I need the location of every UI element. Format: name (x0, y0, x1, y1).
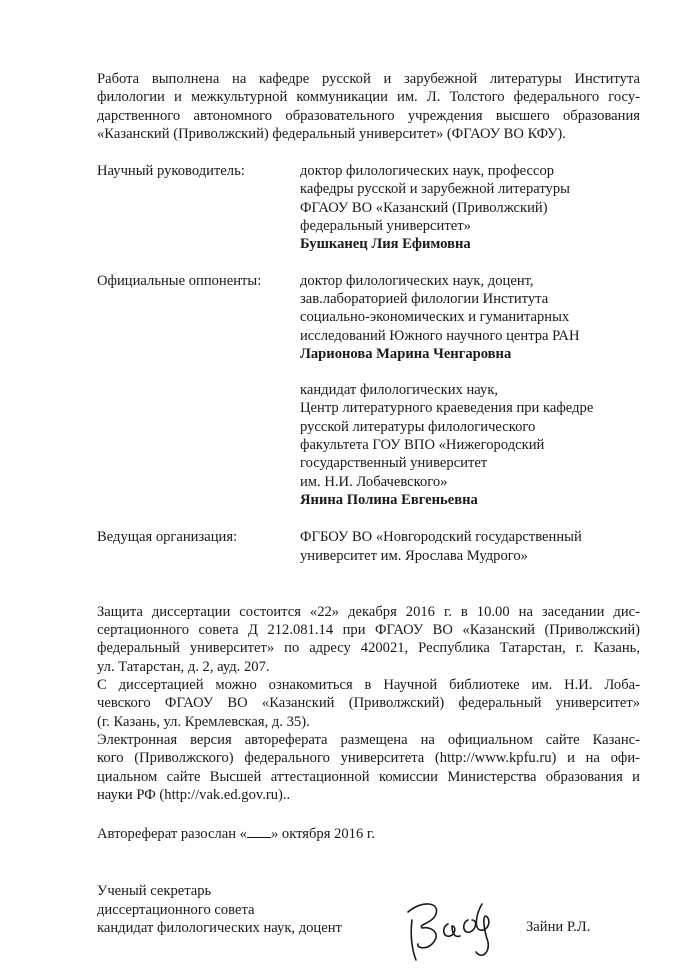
opponent-line: зав.лабораторией филологии Института (300, 290, 549, 307)
opponent-line: государственный университет (300, 455, 488, 472)
intro-line: дарственного автономного образовательного учреждения высшего образования (97, 107, 640, 124)
opponent-1-details (300, 272, 640, 363)
secretary-title-line: диссертационного совета (97, 901, 255, 918)
intro-paragraph (97, 70, 640, 143)
supervisor-line: кафедры русской и зарубежной литературы (300, 181, 570, 198)
defense-line: Защита диссертации состоится «22» декабря 2016 г. в 10.00 на заседании дис- (97, 603, 640, 620)
opponent-line: русской литературы филологического (300, 418, 536, 435)
abstract-sent-line (97, 825, 640, 843)
electronic-line: циальном сайте Высшей аттестационной комиссии Министерства образования и (97, 768, 640, 785)
opponent-1-name: Ларионова Марина Ченгаровна (300, 345, 512, 362)
supervisor-line: ФГАОУ ВО «Казанский (Приволжский) (300, 199, 548, 216)
supervisor-details (300, 162, 640, 253)
defense-line: ул. Татарстан, д. 2, ауд. 207. (97, 658, 270, 675)
sent-text-after: » октября 2016 г. (270, 826, 375, 843)
library-paragraph (97, 676, 640, 731)
library-line: чевского ФГАОУ ВО «Казанский (Приволжский) федеральный университет» (97, 695, 640, 712)
electronic-line: науки РФ (http://vak.ed.gov.ru).. (97, 786, 291, 803)
electronic-version-paragraph (97, 731, 640, 804)
opponent-line: исследований Южного научного центра РАН (300, 327, 580, 344)
leading-organization-line: ФГБОУ ВО «Новгородский государственный (300, 529, 582, 546)
leading-organization-label: Ведущая организация: (97, 529, 238, 546)
defense-line: федеральный университет» по адресу 420021, Республика Татарстан, г. Казань, (97, 640, 640, 657)
opponent-line: кандидат филологических наук, (300, 382, 499, 399)
supervisor-label: Научный руководитель: (97, 163, 245, 180)
electronic-line: Электронная версия автореферата размещена на официальном сайте Казанс- (97, 731, 640, 748)
secretary-name: Зайни Р.Л. (526, 919, 591, 936)
supervisor-name: Бушканец Лия Ефимовна (300, 236, 471, 253)
document-page (97, 70, 640, 962)
library-line: (г. Казань, ул. Кремлевская, д. 35). (97, 713, 310, 730)
secretary-title-line: Ученый секретарь (97, 883, 212, 900)
leading-organization-details (300, 528, 640, 565)
opponent-line: Центр литературного краеведения при кафедре (300, 400, 594, 417)
secretary-block (97, 882, 640, 962)
sent-text-before: Автореферат разослан « (97, 826, 247, 843)
supervisor-section (97, 162, 640, 253)
secretary-title-line: кандидат филологических наук, доцент (97, 919, 342, 936)
opponents-label: Официальные оппоненты: (97, 272, 262, 289)
opponent-line: доктор филологических наук, доцент, (300, 272, 534, 289)
opponent-line: факультета ГОУ ВПО «Нижегородский (300, 437, 545, 454)
defense-info-block (97, 603, 640, 804)
electronic-line: кого (Приволжского) федерального университета (http://www.kpfu.ru) и на офи- (97, 750, 640, 767)
supervisor-line: доктор филологических наук, профессор (300, 163, 555, 180)
intro-line: Работа выполнена на кафедре русской и зарубежной литературы Института (97, 71, 640, 87)
opponents-section (97, 272, 640, 363)
opponent-2-name: Янина Полина Евгеньевна (300, 491, 478, 508)
intro-line: «Казанский (Приволжский) федеральный университет» (ФГАОУ ВО КФУ). (97, 125, 566, 142)
sent-date-blank (247, 825, 271, 838)
supervisor-line: федеральный университет» (300, 218, 471, 235)
opponent-2-details (300, 381, 640, 509)
defense-paragraph (97, 603, 640, 676)
leading-organization-section (97, 528, 640, 565)
intro-line: филологии и межкультурной коммуникации им. Л. Толстого федерального госу- (97, 89, 640, 106)
opponent-line: социально-экономических и гуманитарных (300, 309, 570, 326)
handwritten-signature (402, 890, 502, 968)
opponent-2-section (97, 381, 640, 509)
defense-line: сертационного совета Д 212.081.14 при ФГАОУ ВО «Казанский (Приволжский) (97, 622, 640, 639)
library-line: С диссертацией можно ознакомиться в Научной библиотеке им. Н.И. Лоба- (97, 677, 640, 694)
opponent-line: им. Н.И. Лобачевского» (300, 473, 448, 490)
leading-organization-line: университет им. Ярослава Мудрого» (300, 547, 528, 564)
